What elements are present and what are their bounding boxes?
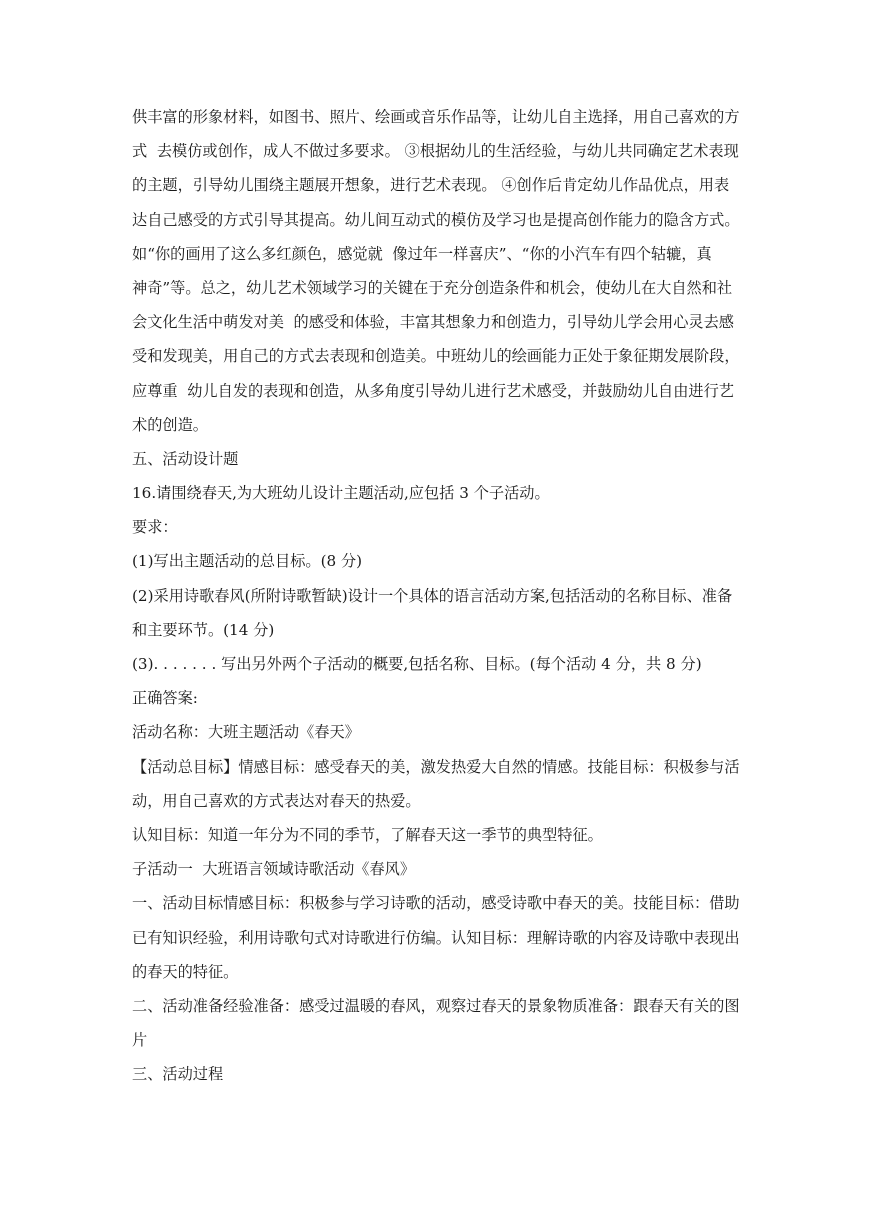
- activity-name: 活动名称：大班主题活动《春天》: [132, 723, 360, 742]
- text-line: 【活动总目标】情感目标：感受春天的美，激发热爱大自然的情感。技能目标：积极参与活: [132, 757, 740, 776]
- text-line: 应尊重 幼儿自发的表现和创造，从多角度引导幼儿进行艺术感受，并鼓励幼儿自由进行艺: [132, 381, 734, 400]
- text-line: 神奇”等。总之，幼儿艺术领域学习的关键在于充分创造条件和机会，使幼儿在大自然和社: [132, 278, 733, 297]
- requirement-item: (2)采用诗歌春风(所附诗歌暂缺)设计一个具体的语言活动方案,包括活动的名称目标、准备: [132, 586, 733, 605]
- sub-activity-title: 子活动一 大班语言领域诗歌活动《春风》: [132, 860, 416, 879]
- document-body: [132, 100, 744, 1091]
- requirement-item: 和主要环节。(14 分): [132, 620, 275, 639]
- requirements-label: 要求：: [132, 518, 178, 537]
- text-line: 式 去模仿或创作，成人不做过多要求。 ③根据幼儿的生活经验，与幼儿共同确定艺术表现: [132, 142, 739, 161]
- text-line: 动，用自己喜欢的方式表达对春天的热爱。: [132, 791, 421, 810]
- text-line: 已有知识经验，利用诗歌句式对诗歌进行仿编。认知目标：理解诗歌的内容及诗歌中表现出: [132, 928, 740, 947]
- requirement-item: (3). . . . . . . 写出另外两个子活动的概要,包括名称、目标。(每个活动 4 分，共 8 分): [132, 655, 702, 673]
- text-line: 如“你的画用了这么多红颜色，感觉就 像过年一样喜庆”、“你的小汽车有四个轱辘，真: [132, 244, 712, 263]
- text-line: 一、活动目标情感目标：积极参与学习诗歌的活动，感受诗歌中春天的美。技能目标：借助: [132, 894, 740, 913]
- text-line: 二、活动准备经验准备：感受过温暖的春风，观察过春天的景象物质准备：跟春天有关的图: [132, 996, 740, 1015]
- text-line: 达自己感受的方式引导其提高。幼儿间互动式的模仿及学习也是提高创作能力的隐含方式。: [132, 210, 740, 229]
- text-line: 的主题，引导幼儿围绕主题展开想象，进行艺术表现。 ④创作后肯定幼儿作品优点，用表: [132, 176, 730, 195]
- requirement-item: (1)写出主题活动的总目标。(8 分): [132, 552, 363, 571]
- text-line: 会文化生活中萌发对美 的感受和体验，丰富其想象力和创造力，引导幼儿学会用心灵去感: [132, 313, 734, 332]
- text-line: 三、活动过程: [132, 1065, 224, 1084]
- question-text: 16.请围绕春天,为大班幼儿设计主题活动,应包括 3 个子活动。: [132, 484, 550, 503]
- answer-label: 正确答案:: [132, 689, 198, 708]
- text-line: 术的创造。: [132, 415, 208, 434]
- section-heading: 五、活动设计题: [132, 449, 239, 468]
- text-line: 受和发现美，用自己的方式去表现和创造美。中班幼儿的绘画能力正处于象征期发展阶段，: [132, 347, 740, 366]
- text-line: 片: [132, 1031, 148, 1050]
- text-line: 的春天的特征。: [132, 962, 239, 981]
- text-line: 供丰富的形象材料，如图书、照片、绘画或音乐作品等，让幼儿自主选择，用自己喜欢的方: [132, 108, 740, 126]
- text-line: 认知目标：知道一年分为不同的季节，了解春天这一季节的典型特征。: [132, 825, 603, 844]
